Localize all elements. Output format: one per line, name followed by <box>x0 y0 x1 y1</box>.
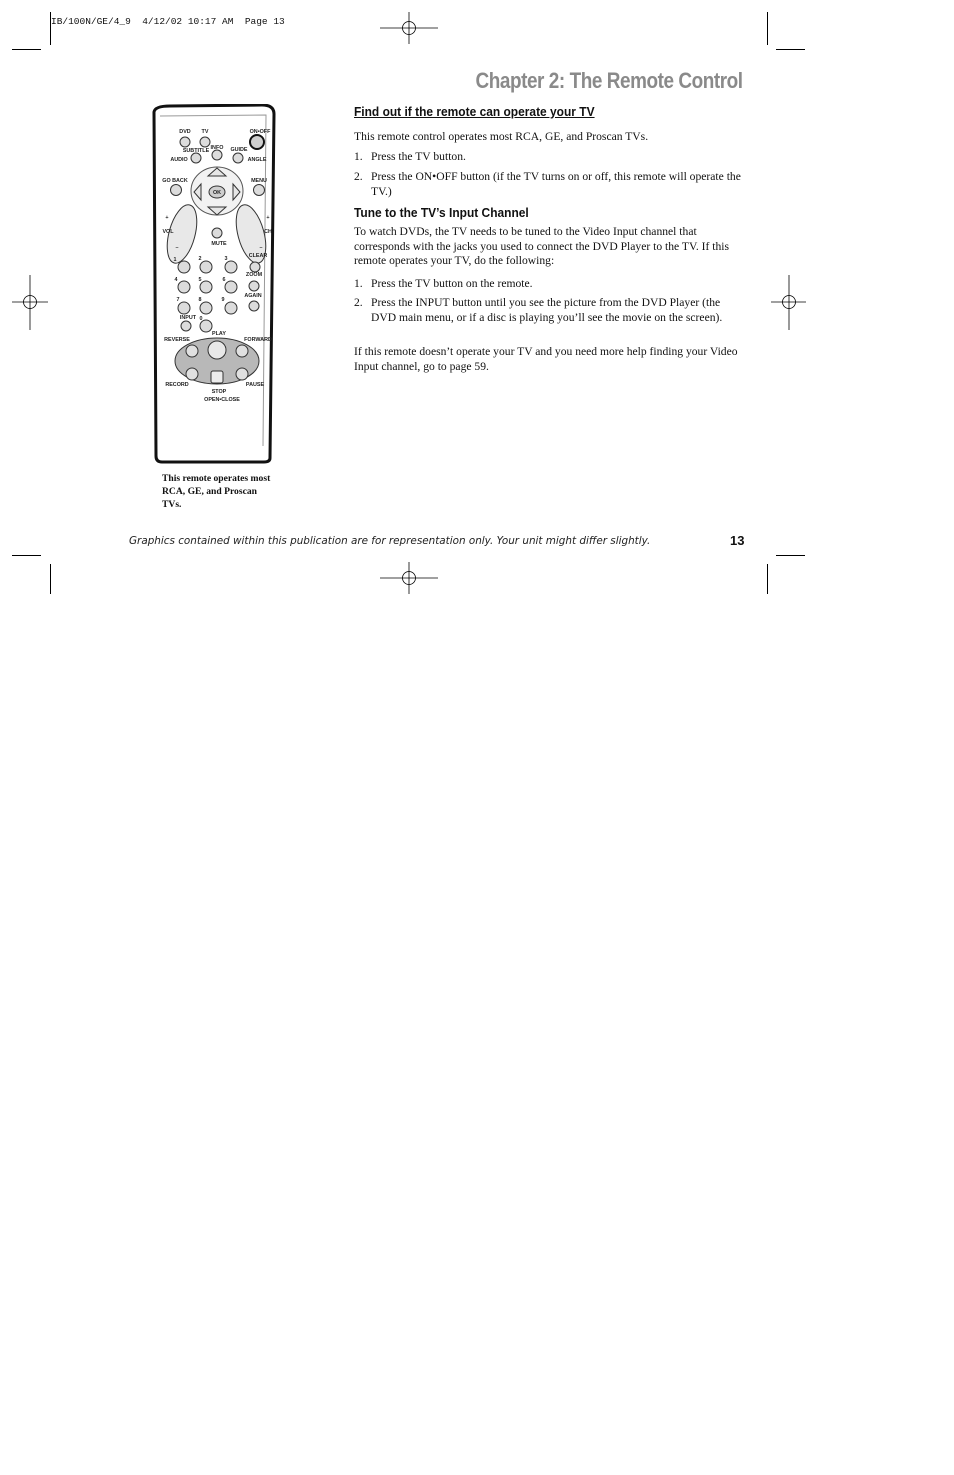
subtitle-label: SUBTITLE <box>182 148 210 154</box>
step-text: Press the INPUT button until you see the picture from the DVD Player (the DVD main menu, or if a disc is playing you’ll see the movie on the screen). <box>371 296 723 324</box>
again-label: AGAIN <box>244 293 262 299</box>
zoom-label: ZOOM <box>245 272 263 278</box>
digit-3-label: 3 <box>224 256 228 262</box>
digit-4-button <box>178 281 190 293</box>
section2-step-1 <box>354 277 744 292</box>
chapter-title: Chapter 2: The Remote Control <box>475 68 743 93</box>
tv-label: TV <box>201 129 209 135</box>
section1-intro: This remote control operates most RCA, GE, and Proscan TVs. <box>354 130 649 143</box>
menu-label: MENU <box>251 178 267 184</box>
ch-label: CH <box>264 229 272 235</box>
clear-button <box>250 262 260 272</box>
remote-control-illustration <box>150 104 280 464</box>
step-number: 1. <box>354 150 363 163</box>
on-off-button <box>250 135 264 149</box>
again-button <box>249 301 259 311</box>
pause-label: PAUSE <box>245 382 265 388</box>
open-close-label: OPEN•CLOSE <box>204 397 240 403</box>
digit-8-button <box>200 302 212 314</box>
mute-button <box>212 228 222 238</box>
info-button <box>212 150 222 160</box>
vol-label: VOL <box>162 229 174 235</box>
section1-step-2 <box>354 170 744 199</box>
clear-label: CLEAR <box>248 253 268 259</box>
page-number: 13 <box>730 533 745 548</box>
guide-button <box>233 153 243 163</box>
tv-button <box>200 137 210 147</box>
section1-heading: Find out if the remote can operate your TV <box>354 104 595 119</box>
step-number: 2. <box>354 296 363 309</box>
step-text: Press the TV button on the remote. <box>371 277 533 290</box>
ch-minus-label: – <box>259 245 263 251</box>
go-back-label: GO BACK <box>162 178 188 184</box>
digit-6-button <box>225 281 237 293</box>
section1-step-1 <box>354 150 744 165</box>
digit-9-button <box>225 302 237 314</box>
digit-4-label: 4 <box>174 277 178 283</box>
digit-7-label: 7 <box>176 297 180 303</box>
digit-5-button <box>200 281 212 293</box>
go-back-button <box>171 185 182 196</box>
digit-2-button <box>200 261 212 273</box>
zoom-button <box>249 281 259 291</box>
reverse-button <box>186 345 198 357</box>
section2-heading: Tune to the TV’s Input Channel <box>354 205 529 220</box>
on-off-label: ON•OFF <box>249 129 271 135</box>
play-button <box>208 341 226 359</box>
ok-label: OK <box>212 190 222 196</box>
menu-button <box>254 185 265 196</box>
input-button <box>181 321 191 331</box>
step-number: 1. <box>354 277 363 290</box>
pause-button <box>236 368 248 380</box>
forward-button <box>236 345 248 357</box>
guide-label: GUIDE <box>230 147 248 153</box>
digit-2-label: 2 <box>198 256 202 262</box>
audio-label: AUDIO <box>170 157 188 163</box>
digit-8-label: 8 <box>198 297 202 303</box>
footer-disclaimer: Graphics contained within this publication are for representation only. Your unit might differ slightly. <box>129 535 651 547</box>
digit-1-button <box>178 261 190 273</box>
digit-7-button <box>178 302 190 314</box>
subtitle-button <box>191 153 201 163</box>
record-label: RECORD <box>165 382 189 388</box>
digit-1-label: 1 <box>173 257 177 263</box>
dvd-button <box>180 137 190 147</box>
record-button <box>186 368 198 380</box>
digit-9-label: 9 <box>221 297 225 303</box>
section2-step-2 <box>354 296 744 325</box>
print-slug: IB/100N/GE/4_9 4/12/02 10:17 AM Page 13 <box>51 16 285 27</box>
section2-outro: If this remote doesn’t operate your TV and you need more help finding your Video Input channel, go to page 59. <box>354 345 738 373</box>
step-number: 2. <box>354 170 363 183</box>
stop-label: STOP <box>211 389 227 395</box>
play-label: PLAY <box>212 331 226 337</box>
remote-caption: This remote operates most RCA, GE, and Proscan TVs. <box>162 473 271 510</box>
stop-button <box>211 371 223 383</box>
angle-label: ANGLE <box>247 157 267 163</box>
digit-3-button <box>225 261 237 273</box>
forward-label: FORWARD <box>244 337 272 343</box>
digit-0-label: 0 <box>199 316 203 322</box>
digit-5-label: 5 <box>198 277 202 283</box>
info-label: INFO <box>210 145 224 151</box>
ch-plus-label: + <box>266 215 270 221</box>
digit-6-label: 6 <box>222 277 226 283</box>
section2-intro: To watch DVDs, the TV needs to be tuned to the Video Input channel that corresponds with the jacks you used to connect the DVD Player to the TV. If this remote operates your TV, do the following: <box>354 225 730 268</box>
vol-plus-label: + <box>165 215 169 221</box>
mute-label: MUTE <box>211 241 227 247</box>
input-label: INPUT <box>179 315 197 321</box>
vol-minus-label: – <box>175 245 179 251</box>
reverse-label: REVERSE <box>164 337 190 343</box>
step-text: Press the ON•OFF button (if the TV turns on or off, this remote will operate the TV.) <box>371 170 741 198</box>
dvd-label: DVD <box>179 129 191 135</box>
step-text: Press the TV button. <box>371 150 466 163</box>
